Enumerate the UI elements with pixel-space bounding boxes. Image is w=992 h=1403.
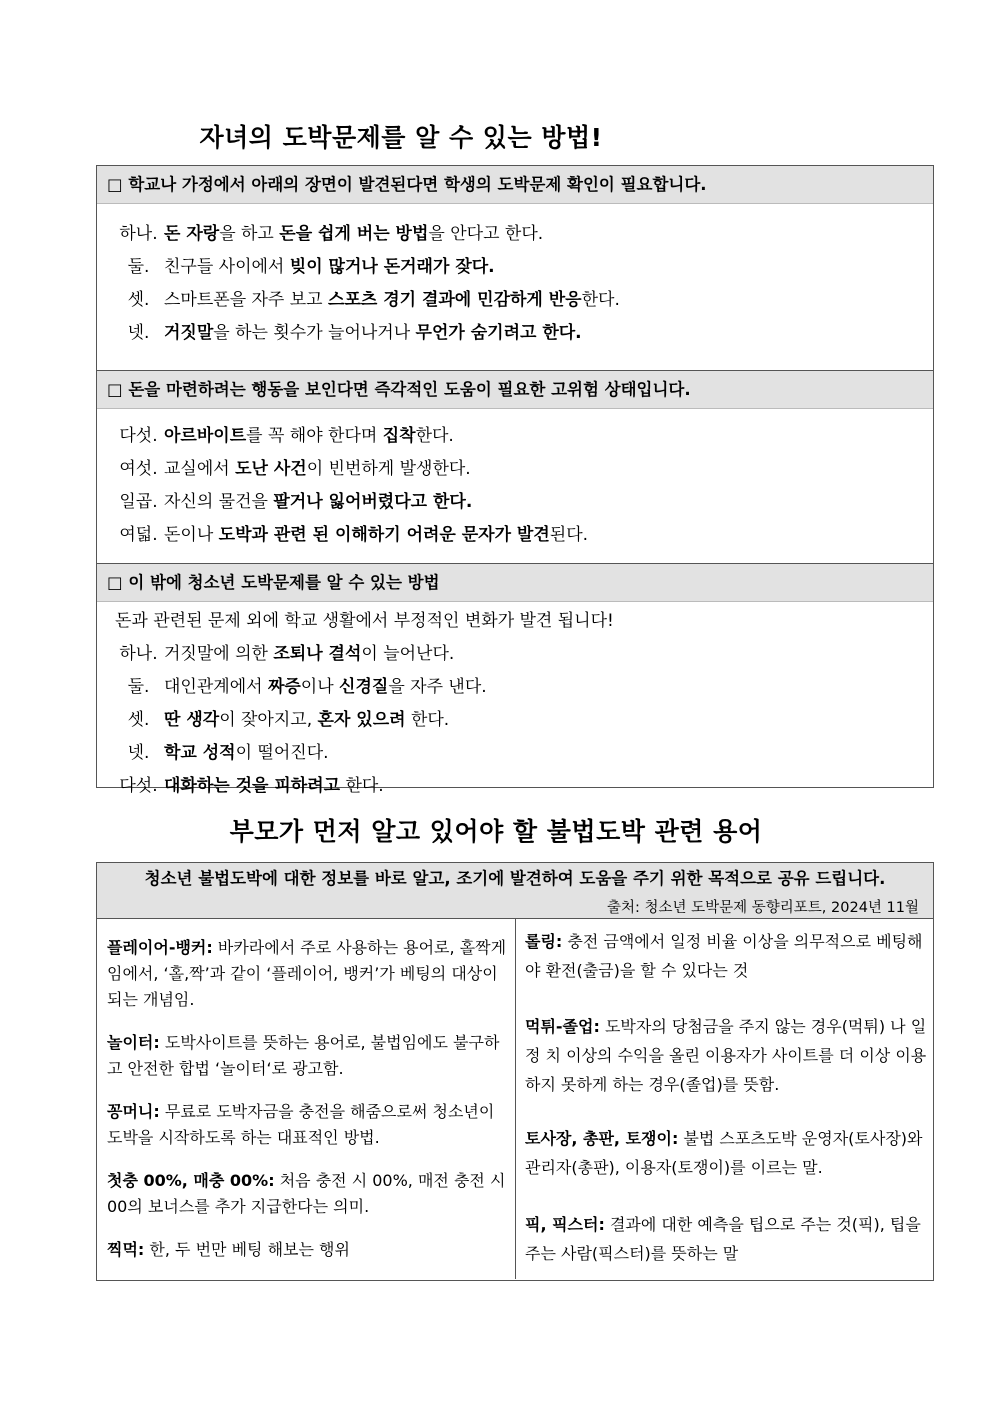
terms-left-column: [97, 919, 516, 1279]
item-text: 자신의 물건을: [164, 492, 274, 512]
item-number: 넷.: [127, 743, 150, 763]
section-body-2: [97, 409, 933, 563]
term-description: 결과에 대한 예측을 팁으로 주는 것(픽), 팁을 주는 사람(픽스터)를 뜻하는 말: [525, 1215, 921, 1263]
list-item: [115, 453, 933, 486]
emphasis-text: 무언가 숨기려고 한다.: [415, 323, 582, 343]
emphasis-text: 신경질: [339, 677, 389, 697]
item-number: 셋.: [127, 710, 150, 730]
item-text: 교실에서: [164, 459, 236, 479]
term-description: 도박사이트를 뜻하는 용어로, 불법임에도 불구하고 안전한 합법 ‘놀이터‘로 광고함.: [107, 1033, 500, 1078]
item-text: 이 늘어난다.: [361, 644, 455, 664]
item-number: 여섯.: [119, 459, 158, 479]
emphasis-text: 대화하는 것을 피하려고: [164, 776, 341, 796]
emphasis-text: 빚이 많거나 돈거래가 잦다.: [289, 257, 495, 277]
term-name: 픽, 픽스터:: [525, 1215, 605, 1234]
item-text: 돈이나: [164, 525, 219, 545]
page-title: 자녀의 도박문제를 알 수 있는 방법!: [199, 123, 603, 152]
term-description: 충전 금액에서 일정 비율 이상을 의무적으로 베팅해야 환전(출금)을 할 수 있다는 것: [525, 932, 923, 980]
item-number: 셋.: [127, 290, 150, 310]
list-item: [115, 251, 933, 284]
item-number: 둘.: [127, 677, 150, 697]
item-number: 다섯.: [119, 776, 158, 796]
item-text: 이 빈번하게 발생한다.: [306, 459, 471, 479]
emphasis-text: 도난 사건: [235, 459, 307, 479]
section-heading-2: □ 돈을 마련하려는 행동을 보인다면 즉각적인 도움이 필요한 고위험 상태입니다.: [97, 371, 933, 409]
item-number: 하나.: [119, 644, 158, 664]
term-name: 찍먹:: [107, 1240, 145, 1259]
item-text: 친구들 사이에서: [164, 257, 290, 277]
emphasis-text: 딴 생각: [164, 710, 220, 730]
terms-box: [96, 862, 934, 1281]
list-item: [115, 218, 933, 251]
terms-title: 부모가 먼저 알고 있어야 할 불법도박 관련 용어: [229, 817, 763, 846]
item-text: 된다.: [549, 525, 589, 545]
item-text: 대인관계에서: [164, 677, 268, 697]
term-description: 무료로 도박자금을 충전을 해줌으로써 청소년이 도박을 시작하도록 하는 대표적인 방법.: [107, 1102, 495, 1147]
item-text: 를 꼭 해야 한다며: [246, 426, 383, 446]
term-description: 한, 두 번만 베팅 해보는 행위: [144, 1240, 350, 1259]
emphasis-text: 도박과 관련 된 이해하기 어려운 문자가 발견: [218, 525, 550, 545]
item-text: 을 안다고 한다.: [428, 224, 544, 244]
item-text: 거짓말에 의한: [164, 644, 274, 664]
item-text: 한다.: [405, 710, 450, 730]
list-item: [115, 770, 933, 803]
emphasis-text: 팔거나 잃어버렸다고 한다.: [273, 492, 473, 512]
terms-header-text: 청소년 불법도박에 대한 정보를 바로 알고, 조기에 발견하여 도움을 주기 위한 목적으로 공유 드립니다.: [144, 869, 886, 888]
term-name: 놀이터:: [107, 1033, 160, 1052]
section-body-1: [97, 204, 933, 370]
term-entry: [525, 1124, 927, 1182]
list-item: [115, 317, 933, 350]
term-entry: [525, 927, 927, 985]
term-entry: [107, 935, 507, 1013]
terms-header: [97, 863, 933, 919]
item-text: 스마트폰을 자주 보고: [164, 290, 329, 310]
term-name: 플레이어-뱅커:: [107, 938, 213, 957]
emphasis-text: 학교 성적: [164, 743, 236, 763]
emphasis-text: 스포츠 경기 결과에 민감하게 반응: [328, 290, 582, 310]
item-text: 한다.: [340, 776, 384, 796]
list-item: [115, 704, 933, 737]
emphasis-text: 거짓말: [164, 323, 214, 343]
term-name: 롤링:: [525, 932, 563, 951]
item-number: 둘.: [127, 257, 150, 277]
item-number: 하나.: [119, 224, 158, 244]
item-text: 을 하고: [219, 224, 280, 244]
term-entry: [107, 1099, 507, 1151]
term-description: 불법 스포츠도박 운영자(토사장)와 관리자(총판), 이용자(토쟁이)를 이르는 말.: [525, 1129, 923, 1177]
term-entry: [107, 1030, 507, 1082]
item-text: 한다.: [415, 426, 454, 446]
list-item: [115, 420, 933, 453]
term-description: 바카라에서 주로 사용하는 용어로, 홀짝게임에서, ‘홀,짝’과 같이 ‘플레이어, 뱅커’가 베팅의 대상이 되는 개념임.: [107, 938, 507, 1009]
item-text: 을 하는 횟수가 늘어나거나: [213, 323, 416, 343]
item-number: 다섯.: [119, 426, 158, 446]
item-number: 여덟.: [119, 525, 158, 545]
term-entry: [107, 1168, 507, 1220]
item-text: 이 떨어진다.: [235, 743, 329, 763]
item-text: 이나: [300, 677, 340, 697]
emphasis-text: 혼자 있으려: [317, 710, 406, 730]
item-text: 한다.: [581, 290, 620, 310]
term-name: 꽁머니:: [107, 1102, 160, 1121]
source-note: 출처: 청소년 도박문제 동향리포트, 2024년 11월: [606, 900, 919, 916]
emphasis-text: 조퇴나 결석: [273, 644, 362, 664]
list-item: [115, 284, 933, 317]
emphasis-text: 집착: [382, 426, 416, 446]
emphasis-text: 돈을 쉽게 버는 방법: [279, 224, 429, 244]
item-text: 이 잦아지고,: [219, 710, 318, 730]
list-item: [115, 638, 933, 671]
term-description: 도박자의 당첨금을 주지 않는 경우(먹튀) 나 일정 치 이상의 수익을 올린 이용자가 사이트를 더 이상 이용하지 못하게 하는 경우(졸업)를 뜻함.: [525, 1017, 927, 1094]
list-item: [115, 519, 933, 552]
item-number: 넷.: [127, 323, 150, 343]
emphasis-text: 아르바이트: [164, 426, 247, 446]
section-heading-3: □ 이 밖에 청소년 도박문제를 알 수 있는 방법: [97, 564, 933, 602]
list-item: [115, 486, 933, 519]
section-body-3: [97, 602, 933, 803]
item-text: 을 자주 낸다.: [388, 677, 487, 697]
section-intro: 돈과 관련된 문제 외에 학교 생활에서 부정적인 변화가 발견 됩니다!: [115, 611, 614, 631]
list-item: [115, 671, 933, 704]
list-item: [115, 737, 933, 770]
section-heading-1: □ 학교나 가정에서 아래의 장면이 발견된다면 학생의 도박문제 확인이 필요합니다.: [97, 166, 933, 204]
terms-right-column: [517, 919, 933, 1279]
term-name: 먹튀-졸업:: [525, 1017, 600, 1036]
emphasis-text: 돈 자랑: [164, 224, 220, 244]
item-number: 일곱.: [119, 492, 158, 512]
term-name: 토사장, 총판, 토쟁이:: [525, 1129, 679, 1148]
emphasis-text: 짜증: [267, 677, 301, 697]
term-entry: [525, 1210, 927, 1268]
term-name: 첫충 00%, 매충 00%:: [107, 1171, 275, 1190]
term-entry: [525, 1012, 927, 1099]
warning-signs-box: [96, 165, 934, 796]
term-description: 처음 충전 시 00%, 매전 충전 시 00의 보너스를 추가 지급한다는 의미.: [107, 1171, 506, 1216]
term-entry: [107, 1237, 507, 1263]
